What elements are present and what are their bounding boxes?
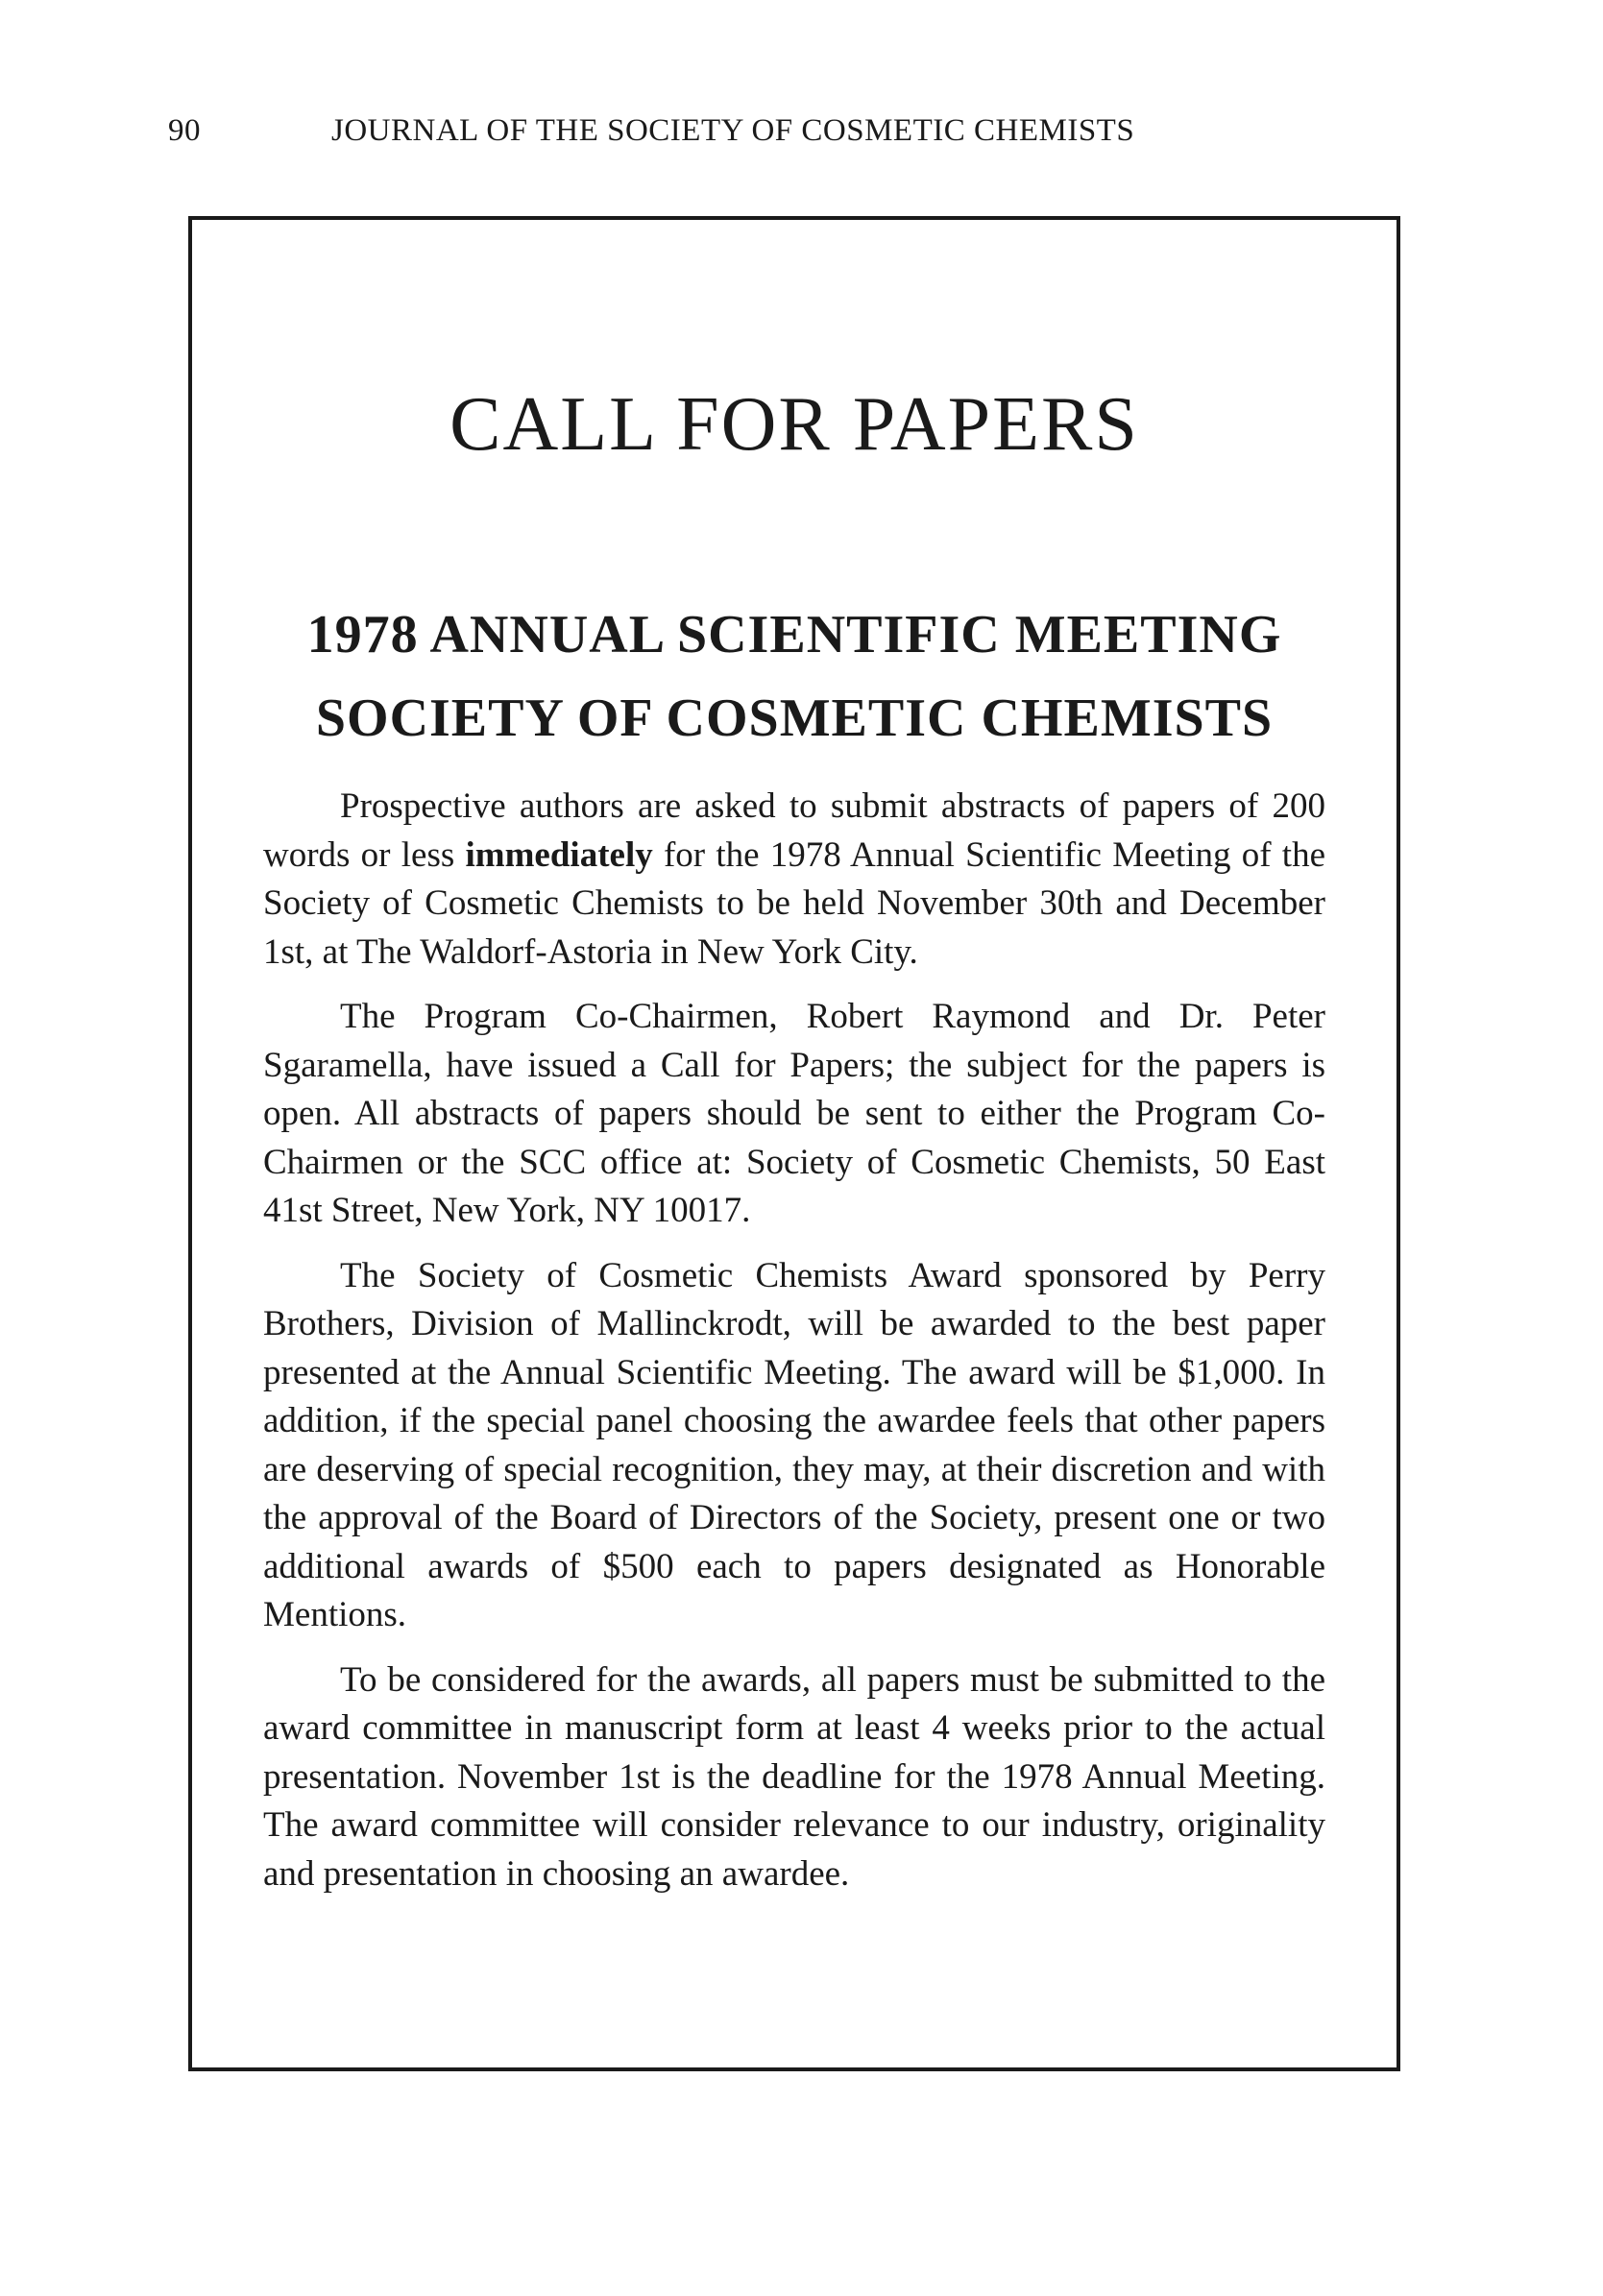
notice-body: [263, 783, 1325, 1915]
notice-content: [263, 220, 1325, 2067]
page-number: 90: [168, 113, 201, 148]
paragraph-deadline: To be considered for the awards, all papers must be submitted to the award committee in manuscript form at least 4 weeks prior to the actual presentation. November 1st is the deadline for the 1978 Annual Meeting. The award committee will consider relevance to our industry, originality and presentation in choosing an awardee.: [263, 1659, 1325, 1894]
paragraph-program: The Program Co-Chairmen, Robert Raymond and Dr. Peter Sgaramella, have issued a Call for Papers; the subject for the papers is open. All abstracts of papers should be sent to either the Program Co-Chairmen or the SCC office at: Society of Cosmetic Chemists, 50 East 41st Street, New York, NY 10017.: [263, 997, 1325, 1230]
society-title: SOCIETY OF COSMETIC CHEMISTS: [315, 689, 1274, 748]
paragraph-submission: [263, 783, 1325, 977]
paragraph-submission-end: for the 1978 Annual Scientific Meeting of the Society of Cosmetic Chemists to be held November 30th and December 1st, at The Waldorf-Astoria in New York City.: [263, 834, 1326, 972]
paragraph-award: The Society of Cosmetic Chemists Award sponsored by Perry Brothers, Division of Mallinckrodt, will be awarded to the best paper presented at the Annual Scientific Meeting. The award will be $1,000. In addition, if the special panel choosing the awardee feels that other papers are deserving of special recognition, they may, at their discretion and with the approval of the Board of Directors of the Society, present one or two additional awards of $500 each to papers designated as Honorable Mentions.: [263, 1255, 1325, 1634]
notice-box: [188, 216, 1400, 2071]
journal-title: JOURNAL OF THE SOCIETY OF COSMETIC CHEMISTS: [331, 113, 1135, 148]
notice-title: CALL FOR PAPERS: [449, 382, 1139, 467]
emphasis-immediately: immediately: [465, 834, 653, 875]
running-head: [168, 113, 1436, 152]
meeting-title: 1978 ANNUAL SCIENTIFIC MEETING: [306, 605, 1282, 665]
paragraph-submission-start: Prospective authors are asked to submit abstracts of papers of 200 words or less: [263, 786, 1325, 875]
